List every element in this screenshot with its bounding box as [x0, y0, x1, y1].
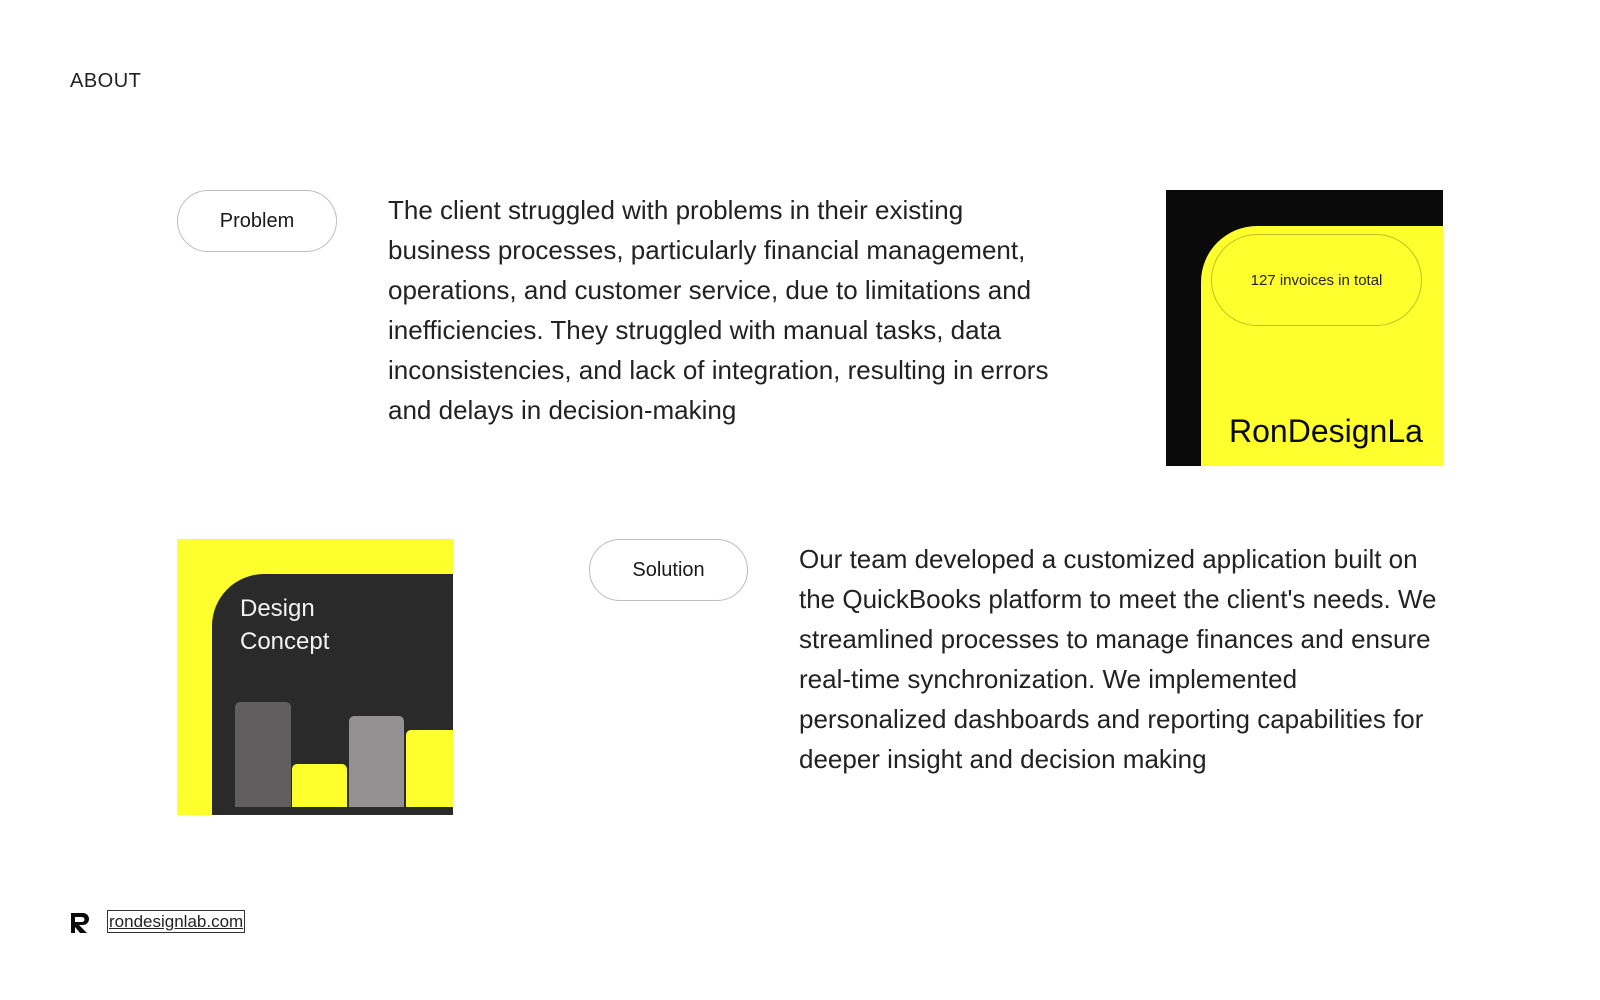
solution-tag[interactable]: Solution — [589, 539, 748, 601]
website-link[interactable]: rondesignlab.com — [109, 912, 244, 931]
decorative-bar-3 — [349, 716, 404, 807]
decorative-bar-4 — [406, 730, 453, 807]
brand-wordmark: RonDesignLa — [1229, 413, 1423, 449]
section-title: ABOUT — [70, 70, 142, 92]
problem-description: The client struggled with problems in their existing business processes, particularly financial management, operations, and customer service, due to limitations and inefficiencies. They struggled with manual tasks, data inconsistencies, and lack of integration, resulting in errors and delays in decision-making — [388, 195, 1049, 425]
design-concept-line-2: Concept — [240, 628, 330, 655]
problem-image — [1166, 190, 1443, 466]
design-concept-card — [212, 574, 453, 815]
decorative-bar-2 — [292, 764, 347, 807]
invoice-card — [1201, 226, 1443, 466]
solution-image — [177, 539, 453, 815]
invoice-count-badge: 127 invoices in total — [1211, 234, 1422, 326]
design-concept-label — [240, 592, 329, 658]
solution-description: Our team developed a customized application built on the QuickBooks platform to meet the client's needs. We streamlined processes to manage finances and ensure real-time synchronization. We implemented personalized dashboards and reporting capabilities for deeper insight and decision making — [799, 544, 1437, 774]
decorative-bar-1 — [235, 702, 291, 807]
ron-design-lab-logo-icon — [70, 912, 92, 934]
problem-tag[interactable]: Problem — [177, 190, 337, 252]
design-concept-line-1: Design — [240, 595, 315, 622]
